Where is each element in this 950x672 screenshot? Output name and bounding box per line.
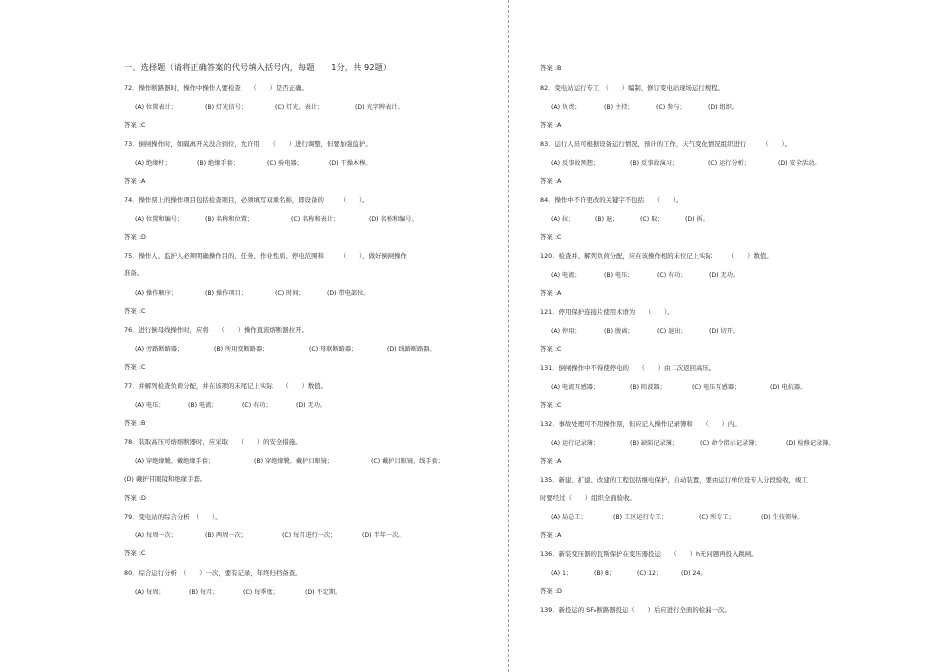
options-78 [135,456,444,465]
answer-131: 答案 :C [540,401,562,409]
option-d[interactable]: (D) 光字牌表计。 [355,104,404,111]
option-c[interactable]: (C) 戴护目眼镜、线手套； [371,458,444,465]
option-a[interactable]: (A) 反事故预想； [551,160,600,167]
options-72 [135,102,404,111]
option-b[interactable]: (B) 退； [595,216,619,223]
answer-120: 答案 :A [540,289,562,297]
option-c[interactable]: (C) 母联断路器； [309,346,358,353]
question-78: 78．装取高压可熔熔断器时，应采取 （ ）的安全措施。 [124,438,302,446]
question-80: 80．综合运行分析 （ ）一次，要有记录，年终归档备查。 [124,569,302,577]
option-b[interactable]: (B) 反事故演习； [630,160,679,167]
option-b[interactable]: (B) 操作项目； [205,290,247,297]
option-a[interactable]: (A) 每周； [135,589,165,596]
option-c[interactable]: (C) 命令指示记录簿； [700,440,761,447]
option-d[interactable]: (D) 组织。 [708,104,739,111]
option-a[interactable]: (A) 1； [551,570,573,577]
answer-136: 答案 :D [540,587,562,595]
option-d[interactable]: (D) 无功。 [296,402,327,409]
question-121: 121．停用保护连接片使用术语为 （ ）。 [540,308,674,316]
option-d[interactable]: (D) 安全活动。 [778,160,821,167]
page-divider [508,0,509,672]
option-d[interactable]: (D) 电抗器。 [770,384,807,391]
options-135 [551,512,804,521]
option-b[interactable]: (B) 工区运行专工； [613,514,668,521]
option-c[interactable]: (C) 电压互感器； [692,384,741,391]
option-c[interactable]: (C) 验电器； [267,160,303,167]
options-74 [135,214,418,223]
option-a[interactable]: (A) 电流； [551,272,581,279]
question-73: 73．倒闸操作时，如隔离开关没合到位，允许用 （ ）进行调整，但要加强监护。 [124,140,372,148]
question-77: 77．并解列检查负荷分配，并在该项的末尾记上实际 （ ）数值。 [124,382,328,390]
options-77 [135,400,326,409]
option-b[interactable]: (B) 两周一次； [205,532,247,539]
question-136: 136．新装变压器的瓦斯保护在变压器投运 （ ）h无问题再投入跳闸。 [540,550,758,558]
option-d[interactable]: (D) 无功。 [709,272,740,279]
option-a[interactable]: (A) 拉； [551,216,575,223]
answer-72: 答案 :C [124,121,146,129]
option-a[interactable]: (A) 每周一次； [135,532,177,539]
options-132 [551,438,835,447]
option-c[interactable]: (C) 名称和表计； [291,216,340,223]
question-79: 79．变电站的综合分析 （ ）。 [124,513,222,521]
option-b[interactable]: (B) 主持； [604,104,634,111]
options-131 [551,382,806,391]
question-131: 131．倒闸操作中不得使停电的 （ ）由二次返回高压。 [540,364,716,372]
option-d-78[interactable]: (D) 戴护目眼镜和绝缘手套。 [124,475,207,483]
option-c[interactable]: (C) 每季度； [243,589,279,596]
options-84 [551,214,709,223]
question-132: 132．事故处理可不用操作票，但应记入操作记录簿和 （ ）内。 [540,420,741,428]
option-d[interactable]: (D) 生技领导。 [761,514,804,521]
answer-121: 答案 :C [540,345,562,353]
answer-83: 答案 :A [540,177,562,185]
option-b[interactable]: (B) 名称和位置； [205,216,254,223]
answer-73: 答案 :A [124,177,146,185]
answer-81: 答案 :B [540,64,562,72]
question-75-cont: 准备。 [124,269,144,277]
answer-82: 答案 :A [540,121,562,129]
option-b[interactable]: (B) 绝缘手套； [197,160,239,167]
options-79 [135,530,405,539]
question-84: 84．操作中不许更改的关键字不包括 （ ）。 [540,196,683,204]
question-82: 82．变电站运行专工 （ ）编制、修订变电站现场运行规程。 [540,84,724,92]
options-75 [135,288,370,297]
answer-79: 答案 :C [124,549,146,557]
option-b[interactable]: (B) 灯光信号； [205,104,247,111]
option-c[interactable]: (C) 每月进行一次； [282,532,337,539]
option-c[interactable]: (C) 退出； [657,328,687,335]
question-75: 75．操作人、监护人必须明确操作目的、任务、作业性质、停电范围和 （ ），做好倒闸操作 [124,252,407,260]
option-d[interactable]: (D) 线路断路器。 [387,346,436,353]
option-b[interactable]: (B) 每月； [189,589,219,596]
options-76 [135,344,436,353]
option-d[interactable]: (D) 切开。 [709,328,740,335]
option-a[interactable]: (A) 操作顺序； [135,290,177,297]
options-121 [551,326,739,335]
options-136 [551,568,707,577]
option-d[interactable]: (D) 拆。 [685,216,709,223]
option-a[interactable]: (A) 绝缘杆； [135,160,171,167]
option-d[interactable]: (D) 干燥木棒。 [329,160,372,167]
options-82 [551,102,738,111]
option-c[interactable]: (C) 取； [640,216,664,223]
question-139: 139．新投运的 SF₆断路器投运（ ）后应进行全面的检漏一次。 [540,606,731,614]
option-d[interactable]: (D) 24。 [681,570,707,577]
option-d[interactable]: (D) 带电部位。 [327,290,370,297]
option-b[interactable]: (B) 电压； [604,272,634,279]
option-c[interactable]: (C) 运行分析； [708,160,751,167]
answer-135: 答案 :A [540,531,562,539]
answer-84: 答案 :C [540,233,562,241]
answer-78: 答案 :D [124,494,146,502]
option-d[interactable]: (D) 名称和编号。 [369,216,418,223]
option-c[interactable]: (C) 参与； [656,104,686,111]
option-a[interactable]: (A) 停用； [551,328,581,335]
option-b[interactable]: (B) 所用变断路器； [214,346,269,353]
option-a[interactable]: (A) 位置表计； [135,104,177,111]
question-72: 72．操作断路器时，操作中操作人要检查 （ ）是否正确。 [124,84,308,92]
options-83 [551,158,821,167]
option-a[interactable]: (A) 电压； [135,402,165,409]
option-c[interactable]: (C) 所专工； [699,514,735,521]
answer-132: 答案 :A [540,457,562,465]
option-a[interactable]: (A) 负责； [551,104,581,111]
answer-75: 答案 :C [124,307,146,315]
option-c[interactable]: (C) 时间； [275,290,305,297]
option-a[interactable]: (A) 运行记录簿； [551,440,600,447]
answer-77: 答案 :B [124,419,146,427]
option-b[interactable]: (B) 电流； [188,402,218,409]
option-a[interactable]: (A) 位置和编号； [135,216,184,223]
question-135-cont: 时要经过（ ）组织全面验收。 [540,494,636,502]
answer-74: 答案 :D [124,233,146,241]
question-83: 83．运行人员可根据设备运行情况，预计的工作，天气变化情况组织进行 （ ）。 [540,140,791,148]
option-d[interactable]: (D) 不定期。 [305,589,342,596]
option-b[interactable]: (B) 缺陷记录簿； [630,440,679,447]
question-120: 120．检查并、解列负荷分配，应在该操作相的末位记上实际 （ ）数值。 [540,252,773,260]
option-a[interactable]: (A) 局总工； [551,514,587,521]
option-b[interactable]: (B) 8； [594,570,616,577]
option-c[interactable]: (C) 12； [637,570,663,577]
option-d[interactable]: (D) 检修记录簿。 [786,440,835,447]
answer-76: 答案 :C [124,363,146,371]
option-a[interactable]: (A) 电流互感器； [551,384,600,391]
option-a[interactable]: (A) 旁路断路器； [135,346,184,353]
option-b[interactable]: (B) 阻波器； [630,384,666,391]
options-80 [135,587,341,596]
option-a[interactable]: (A) 穿绝缘靴、戴绝缘手套； [135,458,215,465]
question-74: 74．操作票上的操作项目包括检查项目，必须填写双重名称，即设备的 （ ）。 [124,196,369,204]
option-c[interactable]: (C) 有功； [657,272,687,279]
option-c[interactable]: (C) 有功； [242,402,272,409]
option-c[interactable]: (C) 灯光、表计； [275,104,324,111]
option-b[interactable]: (B) 穿绝缘靴、戴护目眼镜； [254,458,334,465]
option-b[interactable]: (B) 脱离； [604,328,634,335]
option-d[interactable]: (D) 半年一次。 [362,532,405,539]
options-120 [551,270,739,279]
question-76: 76．进行倒母线操作时，应将 （ ）操作直流熔断器拉开。 [124,326,308,334]
question-135: 135．新建、扩建、改建的工程包括继电保护，自动装置，要由运行单位设专人分段验收，竣工 [540,476,808,484]
options-73 [135,158,372,167]
section-title: 一、选择题（请将正确答案的代号填入括号内，每题 1分，共 92题） [124,62,392,72]
